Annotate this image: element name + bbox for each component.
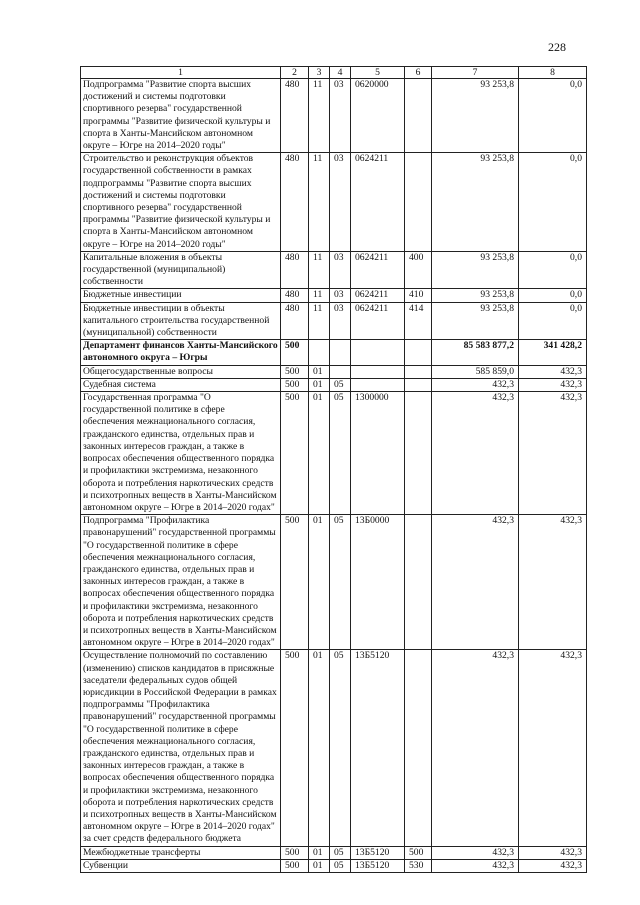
cell-section: 01 xyxy=(309,392,330,515)
cell-target-article xyxy=(351,340,405,365)
cell-subsection: 05 xyxy=(330,378,351,391)
cell-target-article: 13Б5120 xyxy=(351,846,405,859)
cell-amount-federal: 0,0 xyxy=(519,79,587,153)
cell-expense-type xyxy=(405,79,432,153)
cell-subsection: 05 xyxy=(330,650,351,846)
col-header-4: 4 xyxy=(330,67,351,79)
cell-expense-type: 500 xyxy=(405,846,432,859)
cell-amount-total: 93 253,8 xyxy=(432,302,519,340)
cell-name: Субвенции xyxy=(81,859,281,872)
cell-subsection: 05 xyxy=(330,846,351,859)
cell-name: Бюджетные инвестиции xyxy=(81,289,281,302)
cell-section: 11 xyxy=(309,251,330,289)
cell-name: Государственная программа "О государственной политике в сфере обеспечения межнационального согласия, гражданского единства, отдельных прав и законных интересов граждан, а также в вопросах обеспечения общественного порядка и профилактики экстремизма, незаконного оборота и потребления наркотических средств и психотропных веществ в Ханты-Мансийском автономном округе – Югре в 2014–2020 годах" xyxy=(81,392,281,515)
cell-subsection: 03 xyxy=(330,79,351,153)
cell-amount-federal: 432,3 xyxy=(519,515,587,650)
cell-section: 11 xyxy=(309,153,330,252)
cell-expense-type xyxy=(405,392,432,515)
table-row xyxy=(81,251,587,289)
cell-amount-federal: 432,3 xyxy=(519,378,587,391)
cell-subsection: 05 xyxy=(330,515,351,650)
col-header-5: 5 xyxy=(351,67,405,79)
cell-subsection: 05 xyxy=(330,392,351,515)
cell-subsection xyxy=(330,365,351,378)
cell-target-article: 1300000 xyxy=(351,392,405,515)
cell-amount-total: 432,3 xyxy=(432,859,519,872)
cell-amount-federal: 0,0 xyxy=(519,153,587,252)
cell-amount-federal: 0,0 xyxy=(519,289,587,302)
cell-section: 01 xyxy=(309,515,330,650)
cell-admin-code: 500 xyxy=(281,846,309,859)
cell-name: Осуществление полномочий по составлению (изменению) списков кандидатов в присяжные заседатели федеральных судов общей юрисдикции в Российской Федерации в рамках подпрограммы "Профилактика правонарушений" государственной программы "О государственной политике в сфере обеспечения межнационального согласия, гражданского единства, отдельных прав и законных интересов граждан, а также в вопросах обеспечения общественного порядка и профилактики экстремизма, незаконного оборота и потребления наркотических средств и психотропных веществ в Ханты-Мансийском автономном округе – Югре в 2014–2020 годах" за счет средств федерального бюджета xyxy=(81,650,281,846)
table-row xyxy=(81,846,587,859)
cell-target-article: 0620000 xyxy=(351,79,405,153)
cell-expense-type: 400 xyxy=(405,251,432,289)
cell-name: Бюджетные инвестиции в объекты капитального строительства государственной (муниципальной) собственности xyxy=(81,302,281,340)
col-header-1: 1 xyxy=(81,67,281,79)
cell-amount-federal: 432,3 xyxy=(519,392,587,515)
budget-table xyxy=(80,66,587,873)
cell-target-article xyxy=(351,378,405,391)
cell-section: 11 xyxy=(309,302,330,340)
cell-amount-total: 432,3 xyxy=(432,392,519,515)
cell-section: 01 xyxy=(309,859,330,872)
cell-name: Подпрограмма "Профилактика правонарушений" государственной программы "О государственной политике в сфере обеспечения межнационального согласия, гражданского единства, отдельных прав и законных интересов граждан, а также в вопросах обеспечения общественного порядка и профилактики экстремизма, незаконного оборота и потребления наркотических средств и психотропных веществ в Ханты-Мансийском автономном округе – Югре в 2014–2020 годах" xyxy=(81,515,281,650)
table-row xyxy=(81,289,587,302)
cell-expense-type: 410 xyxy=(405,289,432,302)
cell-amount-total: 93 253,8 xyxy=(432,251,519,289)
cell-section: 11 xyxy=(309,79,330,153)
cell-subsection xyxy=(330,340,351,365)
table-row xyxy=(81,302,587,340)
cell-amount-total: 93 253,8 xyxy=(432,79,519,153)
cell-amount-total: 432,3 xyxy=(432,650,519,846)
cell-amount-federal: 432,3 xyxy=(519,365,587,378)
cell-amount-total: 432,3 xyxy=(432,515,519,650)
cell-subsection: 05 xyxy=(330,859,351,872)
table-row xyxy=(81,859,587,872)
cell-section: 01 xyxy=(309,846,330,859)
cell-expense-type: 530 xyxy=(405,859,432,872)
table-row xyxy=(81,392,587,515)
col-header-3: 3 xyxy=(309,67,330,79)
cell-admin-code: 480 xyxy=(281,79,309,153)
cell-admin-code: 480 xyxy=(281,153,309,252)
cell-amount-federal: 0,0 xyxy=(519,302,587,340)
cell-amount-federal: 432,3 xyxy=(519,846,587,859)
col-header-7: 7 xyxy=(432,67,519,79)
cell-target-article xyxy=(351,365,405,378)
cell-target-article: 13Б5120 xyxy=(351,650,405,846)
cell-expense-type xyxy=(405,153,432,252)
cell-admin-code: 480 xyxy=(281,302,309,340)
cell-amount-total: 93 253,8 xyxy=(432,153,519,252)
cell-admin-code: 500 xyxy=(281,859,309,872)
cell-target-article: 13Б5120 xyxy=(351,859,405,872)
cell-amount-total: 85 583 877,2 xyxy=(432,340,519,365)
cell-amount-federal: 0,0 xyxy=(519,251,587,289)
cell-expense-type: 414 xyxy=(405,302,432,340)
cell-amount-federal: 341 428,2 xyxy=(519,340,587,365)
cell-name: Подпрограмма "Развитие спорта высших достижений и системы подготовки спортивного резерва" государственной программы "Развитие физической культуры и спорта в Ханты-Мансийском автономном округе – Югре на 2014–2020 годы" xyxy=(81,79,281,153)
cell-section: 01 xyxy=(309,650,330,846)
cell-section: 11 xyxy=(309,289,330,302)
cell-target-article: 13Б0000 xyxy=(351,515,405,650)
cell-subsection: 03 xyxy=(330,251,351,289)
cell-section: 01 xyxy=(309,378,330,391)
table-row xyxy=(81,515,587,650)
cell-admin-code: 500 xyxy=(281,650,309,846)
cell-subsection: 03 xyxy=(330,302,351,340)
cell-amount-federal: 432,3 xyxy=(519,859,587,872)
cell-admin-code: 500 xyxy=(281,340,309,365)
cell-expense-type xyxy=(405,340,432,365)
cell-amount-total: 432,3 xyxy=(432,846,519,859)
cell-name: Судебная система xyxy=(81,378,281,391)
header-row xyxy=(81,67,587,79)
cell-admin-code: 500 xyxy=(281,365,309,378)
cell-admin-code: 500 xyxy=(281,515,309,650)
cell-amount-federal: 432,3 xyxy=(519,650,587,846)
table-row xyxy=(81,79,587,153)
cell-name: Департамент финансов Ханты-Мансийского автономного округа – Югры xyxy=(81,340,281,365)
cell-expense-type xyxy=(405,650,432,846)
cell-subsection: 03 xyxy=(330,289,351,302)
page-number: 228 xyxy=(548,40,566,54)
cell-target-article: 0624211 xyxy=(351,302,405,340)
cell-amount-total: 93 253,8 xyxy=(432,289,519,302)
table-row xyxy=(81,650,587,846)
table-row xyxy=(81,365,587,378)
cell-name: Общегосударственные вопросы xyxy=(81,365,281,378)
cell-target-article: 0624211 xyxy=(351,289,405,302)
cell-amount-total: 585 859,0 xyxy=(432,365,519,378)
cell-target-article: 0624211 xyxy=(351,251,405,289)
cell-target-article: 0624211 xyxy=(351,153,405,252)
col-header-2: 2 xyxy=(281,67,309,79)
cell-expense-type xyxy=(405,515,432,650)
table-row xyxy=(81,378,587,391)
cell-admin-code: 500 xyxy=(281,378,309,391)
cell-expense-type xyxy=(405,365,432,378)
cell-admin-code: 500 xyxy=(281,392,309,515)
cell-name: Капитальные вложения в объекты государственной (муниципальной) собственности xyxy=(81,251,281,289)
cell-section xyxy=(309,340,330,365)
col-header-8: 8 xyxy=(519,67,587,79)
col-header-6: 6 xyxy=(405,67,432,79)
cell-section: 01 xyxy=(309,365,330,378)
cell-subsection: 03 xyxy=(330,153,351,252)
cell-name: Строительство и реконструкция объектов государственной собственности в рамках подпрограммы "Развитие спорта высших достижений и системы подготовки спортивного резерва" государственной программы "Развитие физической культуры и спорта в Ханты-Мансийском автономном округе – Югре на 2014–2020 годы" xyxy=(81,153,281,252)
cell-expense-type xyxy=(405,378,432,391)
cell-admin-code: 480 xyxy=(281,289,309,302)
table-row xyxy=(81,340,587,365)
table-row xyxy=(81,153,587,252)
cell-amount-total: 432,3 xyxy=(432,378,519,391)
cell-admin-code: 480 xyxy=(281,251,309,289)
cell-name: Межбюджетные трансферты xyxy=(81,846,281,859)
